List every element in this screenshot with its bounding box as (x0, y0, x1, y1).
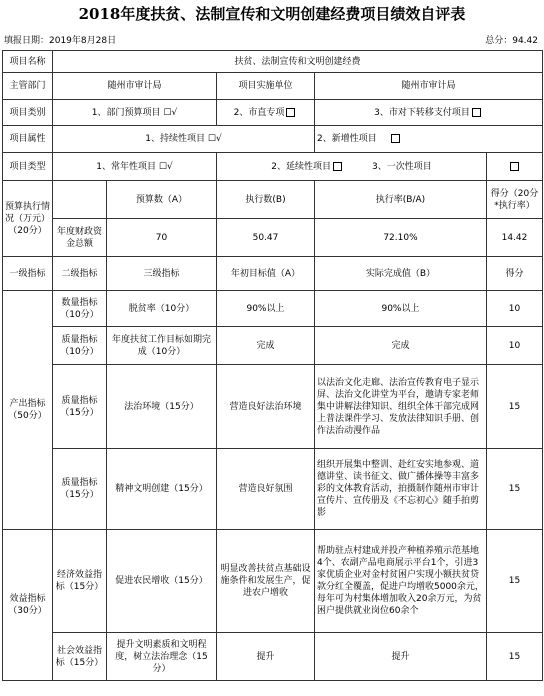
cell-target: 完成 (217, 327, 315, 365)
category-opt1: 1、部门预算项目 ☐√ (53, 100, 217, 126)
budget-empty (53, 181, 107, 219)
header-score: 得分 (487, 257, 543, 291)
cell-l2: 数量指标（10分） (53, 291, 107, 327)
type-label: 项目类型 (3, 153, 53, 181)
row-type (3, 153, 543, 181)
cell-l2: 质量指标（10分） (53, 327, 107, 365)
cell-l3: 法治环境（15分） (107, 365, 217, 449)
cell-l2: 质量指标（15分） (53, 365, 107, 449)
row-indicator-header (3, 257, 543, 291)
rate-value: 72.10% (315, 219, 487, 257)
cell-score: 15 (487, 530, 543, 633)
total-score: 总分：94.42 (485, 36, 538, 46)
checkbox-icon (510, 162, 519, 171)
cell-actual: 90%以上 (315, 291, 487, 327)
budget-row-label: 年度财政资金总额 (53, 219, 107, 257)
cell-actual: 提升 (315, 633, 487, 681)
attribute-label: 项目属性 (3, 126, 53, 153)
cell-actual: 以法治文化走廊、法治宣传教育电子显示屏、法治文化讲堂为平台，邀请专家老师集中讲解法律知识、组织全体干部完成网上普法课件学习、发放法律知识手册、创作法治动漫作品 (315, 365, 487, 449)
table-row (3, 291, 543, 327)
attribute-opt2-cell (315, 126, 543, 153)
budget-h-exec: 执行数(B) (217, 181, 315, 219)
header-actual: 实际完成值（B） (315, 257, 487, 291)
budget-value: 70 (107, 219, 217, 257)
project-label: 项目名称 (3, 51, 53, 73)
header-l3: 三级指标 (107, 257, 217, 291)
output-label: 产出指标（50分） (3, 291, 53, 530)
table-row (3, 633, 543, 681)
cell-l2: 质量指标（15分） (53, 449, 107, 530)
impl-value: 随州市审计局 (315, 73, 543, 100)
evaluation-table (2, 50, 543, 681)
header-target: 年初目标值（A） (217, 257, 315, 291)
category-opt3-cell (315, 100, 543, 126)
category-opt3: 3、市对下转移支付项目 (374, 107, 470, 118)
project-value: 扶贫、法制宣传和文明创建经费 (53, 51, 543, 73)
cell-score: 10 (487, 291, 543, 327)
cell-target: 90%以上 (217, 291, 315, 327)
type-opt2-cell (217, 153, 487, 181)
cell-score: 15 (487, 633, 543, 681)
type-opt3-box-cell (487, 153, 543, 181)
attribute-opt2: 2、新增性项目 (317, 134, 377, 144)
page-title: 2018年度扶贫、法制宣传和文明创建经费项目绩效自评表 (78, 5, 466, 23)
row-budget-values (3, 219, 543, 257)
cell-l3: 年度扶贫工作目标如期完成（10分） (107, 327, 217, 365)
attribute-opt1: 1、持续性项目 ☐√ (53, 126, 315, 153)
cell-l3: 提升文明素质和文明程度，树立法治理念（15分） (107, 633, 217, 681)
budget-h-score: 得分（20分*执行率） (487, 181, 543, 219)
type-opt2: 2、延续性项目 (271, 161, 331, 172)
meta-bar (0, 28, 544, 50)
budget-score: 14.42 (487, 219, 543, 257)
cell-score: 15 (487, 449, 543, 530)
table-row (3, 530, 543, 633)
cell-target: 明显改善扶贫点基础设施条件和发展生产，促进农户增收 (217, 530, 315, 633)
budget-h-budget: 预算数（A） (107, 181, 217, 219)
checkbox-icon (472, 108, 481, 117)
row-dept (3, 73, 543, 100)
row-attribute (3, 126, 543, 153)
checkbox-icon (391, 134, 400, 143)
category-label: 项目类别 (3, 100, 53, 126)
header-l2: 二级指标 (53, 257, 107, 291)
fill-date: 填报日期：2019年8月28日 (4, 36, 117, 46)
dept-value: 随州市审计局 (53, 73, 217, 100)
cell-target: 营造良好氛围 (217, 449, 315, 530)
category-opt2: 2、市直专项 (233, 107, 285, 118)
checkbox-icon (333, 162, 342, 171)
cell-l3: 精神文明创建（15分） (107, 449, 217, 530)
type-opt1: 1、常年性项目 ☐√ (53, 153, 217, 181)
budget-h-rate: 执行率(B/A) (315, 181, 487, 219)
effect-label: 效益指标（30分） (3, 530, 53, 681)
checkbox-icon (286, 108, 295, 117)
cell-l3: 促进农民增收（15分） (107, 530, 217, 633)
cell-actual: 组织开展集中整训、赴红安实地参观、道德讲堂、读书征文、做广播体操等丰富多彩的文体教育活动，拍摄制作随州市审计宣传片、宣传册及《不忘初心》随手拍剪影 (315, 449, 487, 530)
type-opt3: 3、一次性项目 (372, 161, 432, 172)
row-budget-header (3, 181, 543, 219)
table-row (3, 365, 543, 449)
cell-target: 提升 (217, 633, 315, 681)
category-opt2-cell (217, 100, 315, 126)
impl-label: 项目实施单位 (217, 73, 315, 100)
dept-label: 主管部门 (3, 73, 53, 100)
cell-actual: 完成 (315, 327, 487, 365)
cell-score: 15 (487, 365, 543, 449)
exec-value: 50.47 (217, 219, 315, 257)
table-row (3, 449, 543, 530)
budget-label: 预算执行情况（万元）（20分） (3, 181, 53, 257)
cell-score: 10 (487, 327, 543, 365)
cell-l3: 脱贫率（10分） (107, 291, 217, 327)
row-project (3, 51, 543, 73)
table-row (3, 327, 543, 365)
header-l1: 一级指标 (3, 257, 53, 291)
cell-target: 营造良好法治环境 (217, 365, 315, 449)
cell-l2: 社会效益指标（15分） (53, 633, 107, 681)
cell-l2: 经济效益指标（15分） (53, 530, 107, 633)
cell-actual: 帮助驻点村建成并投产种植养殖示范基地4个、农副产品电商展示平台1个，引进3家优质企业对金村贫困户实现小额扶贫贷款分红全覆盖，促进户均增收5000余元，每年可为村集体增加收入20余万元，为贫困户提供就业岗位60余个 (315, 530, 487, 633)
row-category (3, 100, 543, 126)
